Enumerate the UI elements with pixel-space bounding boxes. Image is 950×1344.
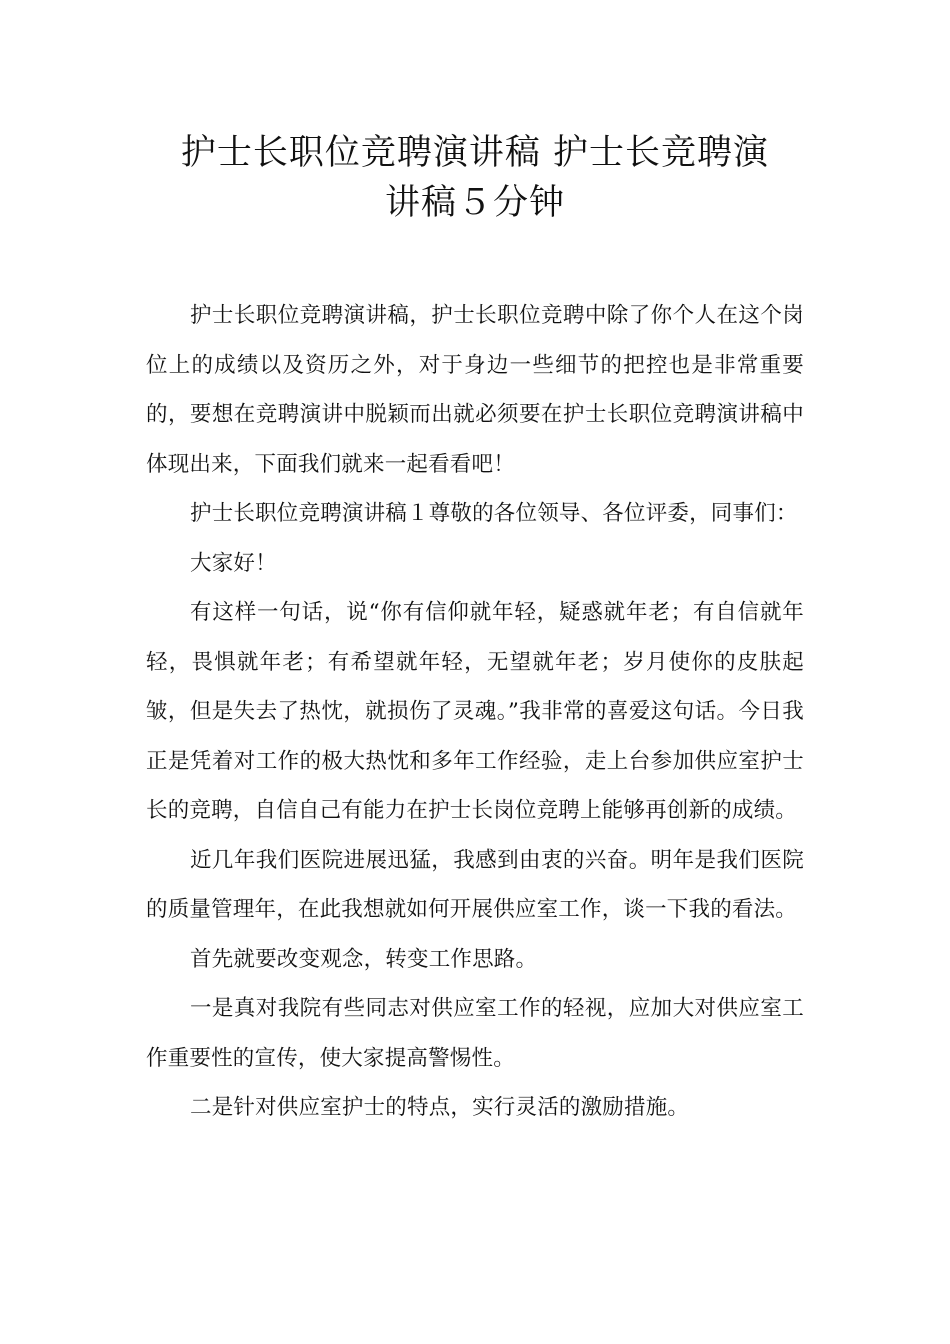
paragraph-point-two: 二是针对供应室护士的特点，实行灵活的激励措施。 xyxy=(190,1095,690,1120)
paragraph-first: 首先就要改变观念，转变工作思路。 xyxy=(190,946,538,972)
paragraph-greeting: 大家好！ xyxy=(190,550,277,576)
document-title xyxy=(146,128,804,228)
paragraph-point-one: 一是真对我院有些同志对供应室工作的轻视，应加大对供应室工作重要性的宣传，使大家提高警惕性。 xyxy=(146,996,804,1071)
paragraph-salutation: 护士长职位竞聘演讲稿１尊敬的各位领导、各位评委，同事们： xyxy=(190,501,798,526)
paragraph-intro: 护士长职位竞聘演讲稿，护士长职位竞聘中除了你个人在这个岗位上的成绩以及资历之外，对于身边一些细节的把控也是非常重要的，要想在竞聘演讲中脱颖而出就必须要在护士长职位竞聘演讲稿中体现出来，下面我们就来一起看看吧！ xyxy=(146,303,804,477)
paragraph-quote: 有这样一句话，说“你有信仰就年轻，疑惑就年老；有自信就年轻，畏惧就年老；有希望就年轻，无望就年老；岁月使你的皮肤起皱，但是失去了热忱，就损伤了灵魂。”我非常的喜爱这句话。今日我正是凭着对工作的极大热忱和多年工作经验，走上台参加供应室护士长的竞聘，自信自己有能力在护士长岗位竞聘上能够再创新的成绩。 xyxy=(146,600,804,823)
title-line-1: 护士长职位竞聘演讲稿 护士长竞聘演 xyxy=(180,133,770,173)
paragraph-hospital: 近几年我们医院进展迅猛，我感到由衷的兴奋。明年是我们医院的质量管理年，在此我想就如何开展供应室工作，谈一下我的看法。 xyxy=(146,847,804,922)
title-line-2: 讲稿５分钟 xyxy=(384,183,565,223)
